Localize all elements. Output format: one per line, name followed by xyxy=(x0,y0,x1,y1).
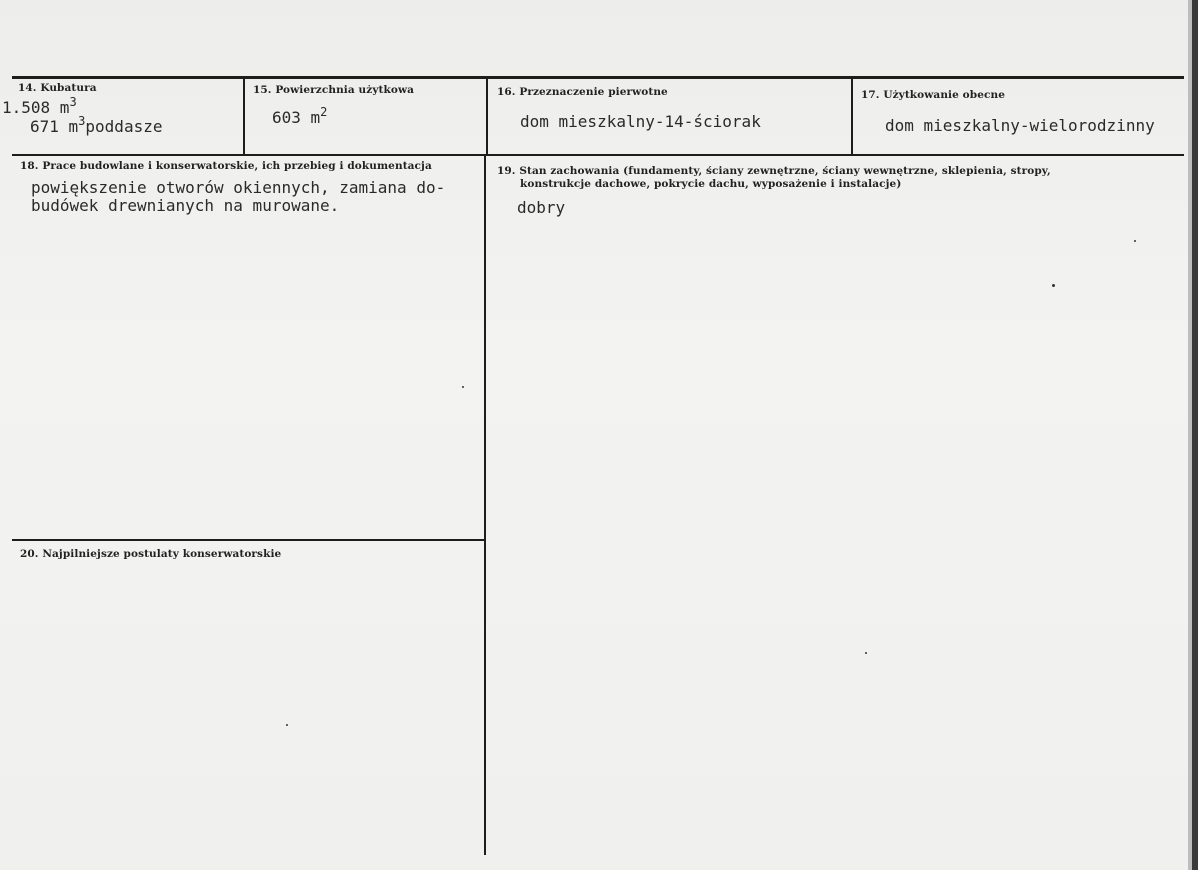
field-19-value: dobry xyxy=(517,198,566,217)
scan-edge xyxy=(1192,0,1198,870)
field-17-label: 17. Użytkowanie obecne xyxy=(861,89,1006,101)
divider-16-17 xyxy=(851,79,853,155)
field-14-attic-superscript: 3 xyxy=(78,114,86,128)
scan-speck xyxy=(286,724,288,726)
field-18-text-line-2: budówek drewnianych na murowane. xyxy=(31,196,340,215)
field-14-volume-line xyxy=(2,95,77,117)
divider-left-right-column xyxy=(484,155,486,855)
field-14-attic-value: 671 m xyxy=(30,117,79,136)
scan-speck xyxy=(1134,240,1136,242)
field-16-label: 16. Przeznaczenie pierwotne xyxy=(497,86,668,98)
field-14-label: 14. Kubatura xyxy=(18,82,97,94)
header-row-bottom-rule xyxy=(12,154,1184,156)
field-18-label: 18. Prace budowlane i konserwatorskie, ich przebieg i dokumentacja xyxy=(20,160,432,172)
field-14-volume-value: 1.508 m xyxy=(2,98,70,117)
field-15-area-value: 603 m xyxy=(272,108,321,127)
field-18-text-line-1: powiększenie otworów okiennych, zamiana do- xyxy=(31,178,446,197)
field-15-area-superscript: 2 xyxy=(320,105,328,119)
top-rule xyxy=(12,76,1184,79)
divider-15-16 xyxy=(486,76,488,155)
divider-14-15 xyxy=(243,76,245,155)
field-19-label-line-1: 19. Stan zachowania (fundamenty, ściany zewnętrzne, ściany wewnętrzne, sklepienia, stropy, xyxy=(497,165,1051,177)
field-14-attic-note: poddasze xyxy=(85,117,163,136)
field-16-value: dom mieszkalny-14-ściorak xyxy=(520,112,761,131)
section-18-bottom-rule xyxy=(12,539,484,541)
field-15-area-line xyxy=(272,105,328,127)
field-14-volume-superscript: 3 xyxy=(69,95,77,109)
field-20-label: 20. Najpilniejsze postulaty konserwatorskie xyxy=(20,548,282,560)
field-14-attic-line xyxy=(30,114,163,136)
scan-speck xyxy=(1052,284,1055,287)
field-19-label-line-2: konstrukcje dachowe, pokrycie dachu, wyposażenie i instalacje) xyxy=(520,178,902,190)
scan-speck xyxy=(462,386,464,388)
field-15-label: 15. Powierzchnia użytkowa xyxy=(253,84,415,96)
scan-speck xyxy=(865,652,867,654)
field-17-value: dom mieszkalny-wielorodzinny xyxy=(885,116,1155,135)
